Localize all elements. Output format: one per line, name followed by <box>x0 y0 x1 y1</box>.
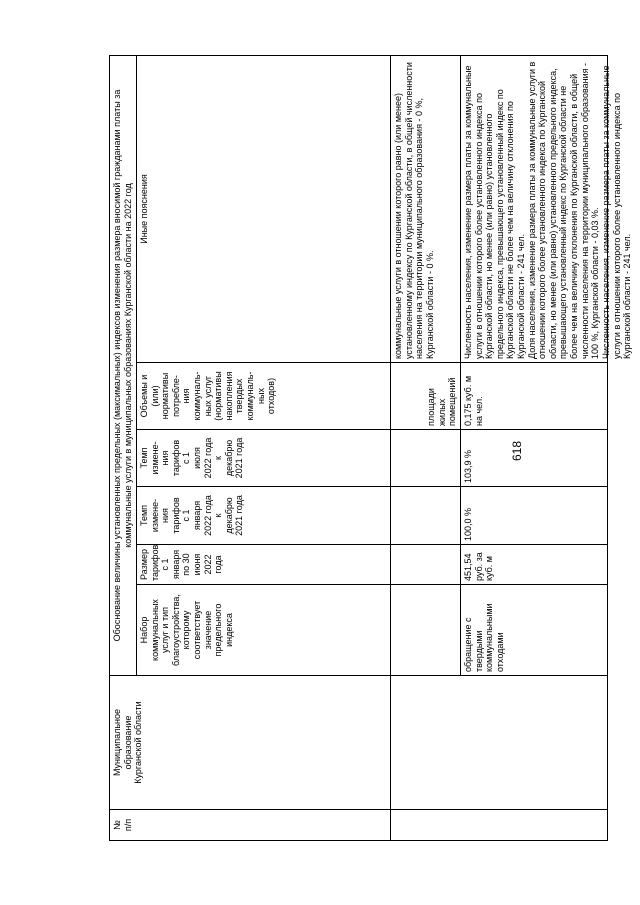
cell-num <box>391 809 608 840</box>
header-rate-july: Темп измене- ния тарифов с 1 июля 2022 года к декабрю 2021 года <box>137 429 391 486</box>
cell-rate2-r1 <box>391 429 461 486</box>
cell-volumes-r2: 0,175 куб. м на чел. <box>461 362 608 429</box>
page-number: 618 <box>510 440 524 462</box>
header-num: № п/п <box>110 809 391 840</box>
cell-notes-r2: Численность населения, изменение размера платы за коммунальные услуги в отношении которого более установленного индекса по Курганской области, но менее (или равно) установленного предельного индекса, превышающего установленный индекс по Курганской области не более чем на величину отклонения по Курганской области - 241 чел. Доля населения, изменение размера платы за коммунальные услуги в отношении которого более установленного индекса по Курганской области, но менее (или равно) установленного предельного индекса, превышающего установленный индекс по Курганской области не более чем на величину отклонения по Курганской области, в общей численности населения на территории муниципального образования - 100 %, Курганской области - 0,03 %. Численность населения, изменение размера платы за коммунальные услуги в отношении которого более установленного индекса по Курганской области - 241 чел. <box>461 55 608 362</box>
cell-rate1-r2: 100,0 % <box>461 486 608 544</box>
header-municipality: Муниципальное образование Курганской области <box>110 675 391 809</box>
header-notes: Иные пояснения <box>137 55 391 362</box>
cell-volumes-r1 <box>391 362 461 429</box>
justification-table <box>109 55 633 841</box>
cell-rate1-r1 <box>391 486 461 544</box>
header-rate-january: Темп измене- ния тарифов с 1 января 2022 года к декабрю 2021 года <box>137 486 391 544</box>
cell-rate2-r2: 103,9 % <box>461 429 608 486</box>
cell-tariff-r1 <box>391 544 461 584</box>
cell-set-r2: обращение с твердыми коммунальными отходами <box>461 584 608 675</box>
cell-set-r1 <box>391 584 461 675</box>
cell-notes-r1: коммунальные услуги в отношении которого равно (или менее) установленному индексу по Курганской области, в общей численности населения на территории муниципального образования - 0 %, Курганской области - 0 %. <box>391 55 461 362</box>
volumes-r1-text: площади жилых помещений <box>426 377 458 426</box>
header-justification: Обоснование величины установленных предельных (максимальных) индексов изменения размера вносимой гражданами платы за коммунальные услуги в муниципальных образованиях Курганской области на 2022 год <box>110 55 137 675</box>
cell-municipality <box>391 675 608 809</box>
header-set: Набор коммунальных услуг и тип благоустройства, которому соответствует значение предельного индекса <box>137 584 391 675</box>
header-volumes: Объемы и (или) нормативы потребле- ния коммуналь- ных услуг (нормативы накопления твердых коммуналь- ных отходов) <box>137 362 391 429</box>
cell-tariff-r2: 451,54 руб. за куб. м <box>461 544 608 584</box>
header-tariff: Размер тарифов с 1 января по 30 июня 2022 года <box>137 544 391 584</box>
